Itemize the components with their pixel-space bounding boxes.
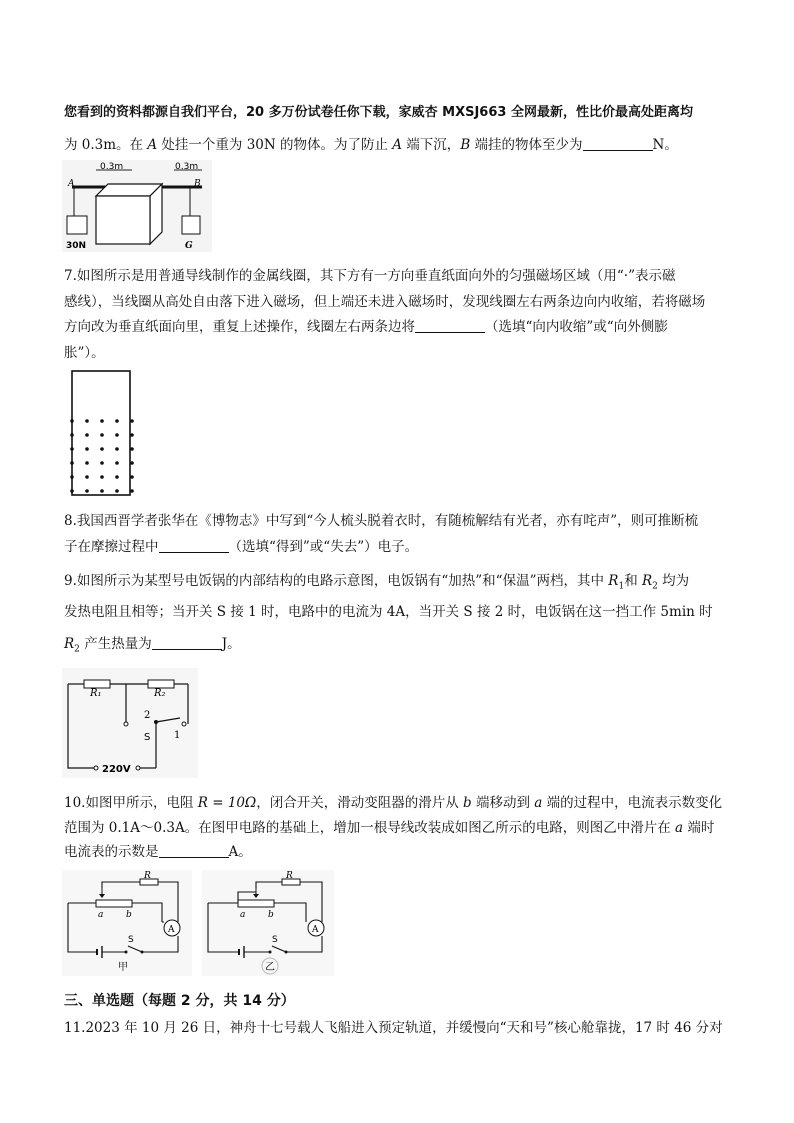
q9-r2: R xyxy=(641,573,653,589)
q6-answer-blank[interactable] xyxy=(583,136,653,151)
q9-line3-sub: 2 xyxy=(74,644,80,655)
q9-line1-b: 均为 xyxy=(657,573,690,589)
q6-text-e: N。 xyxy=(652,137,678,153)
jia-a-label: a xyxy=(98,910,104,920)
q9-answer-blank[interactable] xyxy=(152,635,222,650)
dim-right-label: 0.3m xyxy=(175,162,199,172)
q6-text-c: 端下沉， xyxy=(402,137,461,153)
field-dot xyxy=(130,419,134,423)
q10-line2-a: 范围为 0.1A～0.3A。在图甲电路的基础上，增加一根导线改装成如图乙所示的电路，则图乙中滑片在 xyxy=(64,820,676,836)
q10-line1-a: 10.如图甲所示，电阻 xyxy=(64,795,198,811)
yi-caption: 乙 xyxy=(265,962,275,973)
q9-line1 xyxy=(64,569,730,592)
field-dot xyxy=(85,489,89,493)
q8-line2 xyxy=(64,535,730,555)
q6-text-a: 为 0.3m。在 xyxy=(64,137,148,153)
q9-r1: R xyxy=(608,573,619,589)
field-dot xyxy=(115,475,119,479)
circuit-r2-label: R₂ xyxy=(154,688,166,699)
q10-line1 xyxy=(64,791,730,811)
q7-line3-b: （选填“向内收缩”或“向外侧膨 xyxy=(485,319,668,335)
field-dot xyxy=(100,489,104,493)
field-dot xyxy=(70,461,74,465)
q9-r2-sub: 2 xyxy=(652,581,658,592)
lever-label-a: A xyxy=(68,179,75,189)
field-dot xyxy=(70,475,74,479)
rice-cooker-circuit xyxy=(62,668,198,778)
circuit-r1-label: R₁ xyxy=(90,688,102,699)
field-dot xyxy=(130,461,134,465)
q7-line4: 胀”）。 xyxy=(64,345,105,361)
q9-line1-a: 9.如图所示为某型号电饭锅的内部结构的电路示意图，电饭锅有“加热”和“保温”两档，其中 xyxy=(64,573,609,589)
q10-a2: a xyxy=(675,820,684,836)
q6-var-a: A xyxy=(147,137,158,153)
q10-line2-b: 端时 xyxy=(683,820,715,836)
q8-answer-blank[interactable] xyxy=(159,538,229,553)
yi-switch-label: S xyxy=(272,935,278,945)
q6-var-b: B xyxy=(460,137,471,153)
yi-r-label: R xyxy=(286,871,293,881)
g-label: G xyxy=(185,241,193,251)
field-dot xyxy=(100,433,104,437)
field-dot xyxy=(70,419,74,423)
yi-meter-label: A xyxy=(312,925,319,935)
field-dot xyxy=(100,447,104,451)
field-dot xyxy=(130,447,134,451)
field-dot xyxy=(130,489,134,493)
field-dot xyxy=(130,433,134,437)
field-dot xyxy=(70,489,74,493)
lever-figure xyxy=(62,160,212,252)
field-dot xyxy=(85,461,89,465)
q8-line2-b: （选填“得到”或“失去”）电子。 xyxy=(228,539,419,555)
field-dot xyxy=(100,475,104,479)
section-3-title: 三、单选题（每题 2 分，共 14 分） xyxy=(64,993,295,1009)
field-dot xyxy=(115,489,119,493)
jia-meter-label: A xyxy=(168,925,175,935)
q10-b1: b xyxy=(463,795,472,811)
header-text: 您看到的资料都源自我们平台，20 多万份试卷任你下载，家威杏 MXSJ663 全网最新，性比价最高处距离均 xyxy=(64,105,693,120)
q10-line3-b: A。 xyxy=(228,844,252,860)
circuit-pos1-label: 1 xyxy=(174,730,181,741)
field-dot xyxy=(70,447,74,451)
field-dot xyxy=(115,419,119,423)
q9-line3-r: R xyxy=(64,636,75,652)
q7-line3 xyxy=(64,315,730,335)
jia-switch-label: S xyxy=(128,935,134,945)
circuit-pos2-label: 2 xyxy=(144,710,151,721)
q10-line3 xyxy=(64,840,730,860)
q9-line3 xyxy=(64,632,730,655)
q10-line3-a: 电流表的示数是 xyxy=(64,844,159,860)
q8-line1: 8.我国西晋学者张华在《博物志》中写到“今人梳头脱着衣时，有随梳解结有光者，亦有咤声”，则可推断梳 xyxy=(64,513,699,529)
field-dot xyxy=(70,433,74,437)
field-dot xyxy=(100,419,104,423)
q9-line3-c: J。 xyxy=(221,636,241,652)
field-dot xyxy=(85,433,89,437)
q6-text-d: 端挂的物体至少为 xyxy=(470,137,583,153)
q10-answer-blank[interactable] xyxy=(159,843,229,858)
field-dot xyxy=(100,461,104,465)
q6-text-b: 处挂一个重为 30N 的物体。为了防止 xyxy=(157,137,393,153)
coil-field-figure xyxy=(62,369,142,497)
q7-line3-a: 方向改为垂直纸面向里，重复上述操作，线圈左右两条边将 xyxy=(64,319,415,335)
jia-b-label: b xyxy=(126,910,132,920)
q10-a1: a xyxy=(534,795,543,811)
q10-line1-d: 端的过程中，电流表示数变化 xyxy=(542,795,723,811)
q11-line1: 11.2023 年 10 月 26 日，神舟十七号载人飞船进入预定轨道，并缓慢向“天和号”核心舱靠拢，17 时 46 分对 xyxy=(64,1020,723,1036)
q9-line2: 发热电阻且相等；当开关 S 接 1 时，电路中的电流为 4A，当开关 S 接 2 时，电饭锅在这一挡工作 5min 时 xyxy=(64,604,713,620)
q7-answer-blank[interactable] xyxy=(415,318,485,333)
circuit-yi xyxy=(202,870,334,976)
field-dot xyxy=(115,433,119,437)
yi-b-label: b xyxy=(268,910,274,920)
q9-and: 和 xyxy=(624,573,642,589)
q10-line1-c: 端移动到 xyxy=(471,795,535,811)
weight-label: 30N xyxy=(66,241,87,251)
jia-caption: 甲 xyxy=(118,962,128,973)
q6-text xyxy=(64,133,730,153)
dim-left-label: 0.3m xyxy=(100,162,124,172)
circuit-voltage-label: 220V xyxy=(102,764,131,775)
field-dot xyxy=(115,447,119,451)
field-dot xyxy=(85,419,89,423)
q9-r1-sub: 1 xyxy=(618,581,625,592)
jia-r-label: R xyxy=(144,871,151,881)
field-dot xyxy=(85,447,89,451)
q8-line2-a: 子在摩擦过程中 xyxy=(64,539,159,555)
field-dot xyxy=(130,475,134,479)
q7-line1: 7.如图所示是用普通导线制作的金属线圈，其下方有一方向垂直纸面向外的匀强磁场区域（用“·”表示磁 xyxy=(64,268,676,284)
circuit-switch-label: S xyxy=(144,732,151,743)
q10-r-eq: R = 10Ω xyxy=(197,795,257,811)
field-dot xyxy=(85,475,89,479)
q10-line1-b: ，闭合开关，滑动变阻器的滑片从 xyxy=(256,795,463,811)
q9-line3-b: 产生热量为 xyxy=(79,636,152,652)
lever-label-b: B xyxy=(194,179,201,189)
q6-var-a2: A xyxy=(392,137,403,153)
field-dot xyxy=(115,461,119,465)
circuit-jia xyxy=(62,870,192,976)
yi-a-label: a xyxy=(240,910,246,920)
q10-line2 xyxy=(64,816,730,836)
q7-line2: 感线），当线圈从高处自由落下进入磁场，但上端还未进入磁场时，发现线圈左右两条边向内收缩，若将磁场 xyxy=(64,294,706,310)
